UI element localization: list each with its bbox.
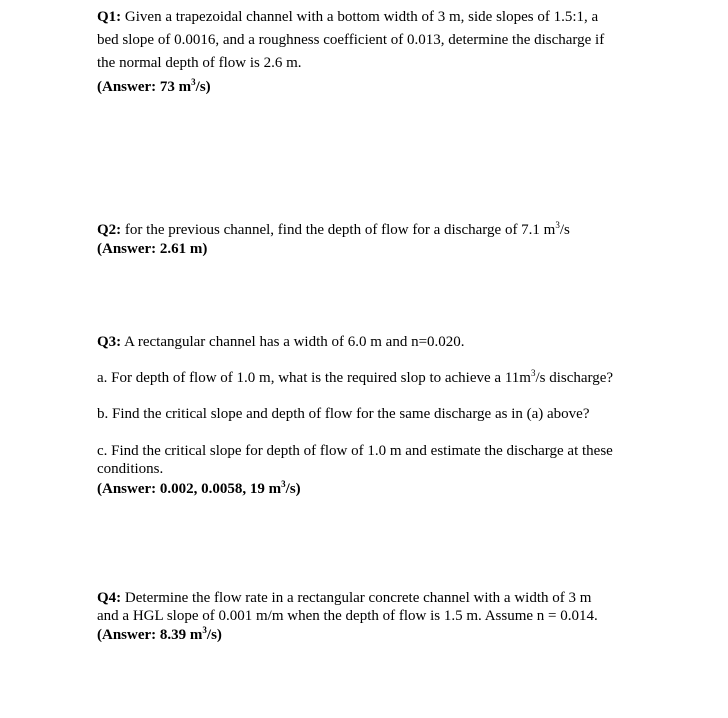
q3-part-a-pre: a. For depth of flow of 1.0 m, what is the required slop to achieve a 11m [97, 370, 531, 386]
q4-text-1: Determine the flow rate in a rectangular concrete channel with a width of 3 m [121, 590, 592, 606]
q3-label: Q3: [97, 334, 122, 350]
q3-part-c-line1: c. Find the critical slope for depth of flow of 1.0 m and estimate the discharge at these [97, 443, 613, 459]
q2-question [97, 222, 657, 239]
q1-line3: the normal depth of flow is 2.6 m. [97, 55, 302, 71]
q2-text-pre: for the previous channel, find the depth of flow for a discharge of 7.1 m [121, 222, 556, 238]
q4-answer-sup: 3 [202, 625, 207, 635]
q1-label: Q1: [97, 9, 122, 25]
q3-part-b: b. Find the critical slope and depth of flow for the same discharge as in (a) above? [97, 406, 590, 422]
q1-text-1: Given a trapezoidal channel with a bottom width of 3 m, side slopes of 1.5:1, a [121, 9, 599, 25]
q4-line1 [97, 590, 657, 607]
q3-part-a [97, 370, 657, 387]
q4-label: Q4: [97, 590, 122, 606]
q1-line1 [97, 9, 657, 26]
q1-answer-sup: 3 [191, 77, 196, 87]
q4-answer [97, 627, 657, 644]
q3-part-a-post: /s discharge? [535, 370, 614, 386]
q4-answer-post: /s) [206, 627, 222, 643]
q3-answer-pre: (Answer: 0.002, 0.0058, 19 m [97, 481, 282, 497]
q2-answer: (Answer: 2.61 m) [97, 241, 208, 257]
q1-answer-pre: (Answer: 73 m [97, 79, 192, 95]
q4-line2: and a HGL slope of 0.001 m/m when the depth of flow is 1.5 m. Assume n = 0.014. [97, 608, 598, 624]
q2-label: Q2: [97, 222, 122, 238]
q3-intro-line [97, 334, 657, 351]
q4-answer-pre: (Answer: 8.39 m [97, 627, 203, 643]
q1-answer [97, 79, 657, 96]
q3-answer-sup: 3 [281, 479, 286, 489]
q1-answer-post: /s) [195, 79, 211, 95]
q3-answer [97, 481, 657, 498]
q3-part-a-sup: 3 [530, 368, 536, 378]
q2-text-post: /s [559, 222, 570, 238]
q1-line2: bed slope of 0.0016, and a roughness coefficient of 0.013, determine the discharge if [97, 32, 605, 48]
q3-intro: A rectangular channel has a width of 6.0 m and n=0.020. [121, 334, 465, 350]
q2-text-sup: 3 [555, 220, 560, 230]
q3-part-c-line2: conditions. [97, 461, 164, 477]
q3-answer-post: /s) [285, 481, 301, 497]
